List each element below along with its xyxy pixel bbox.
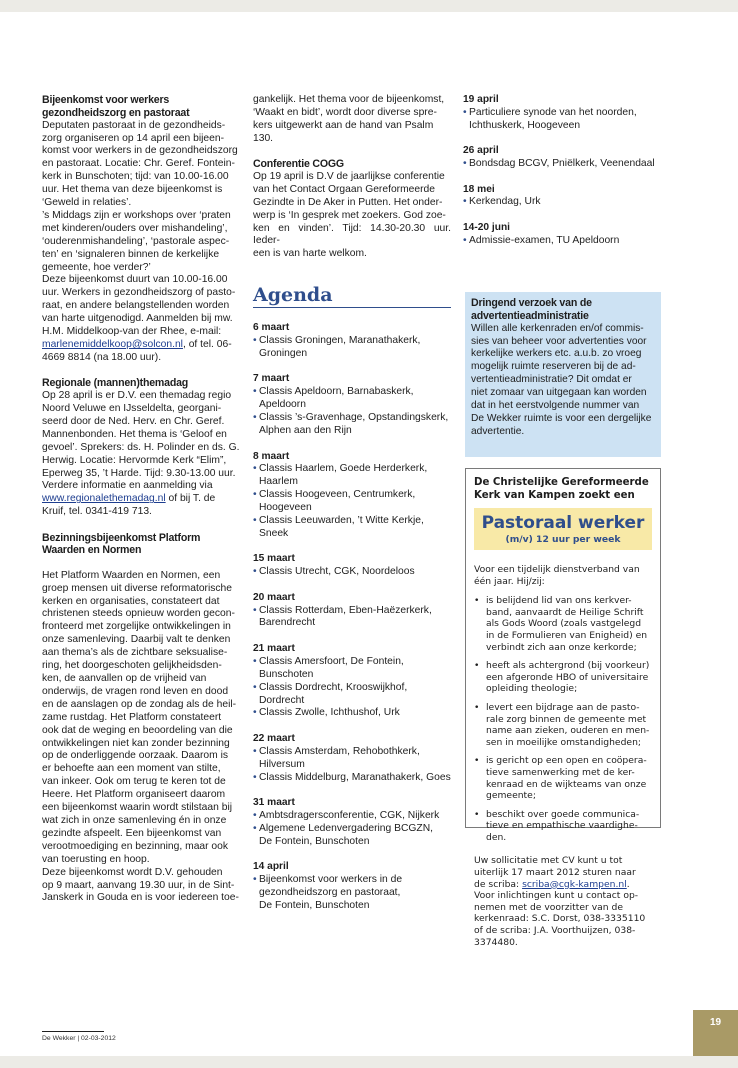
text-line: ook dat de weging en beoordeling van die [42, 724, 233, 736]
article-title: Conferentie COGG [253, 158, 344, 171]
agenda-event [253, 874, 451, 913]
text-line: vertentieadministratie? Dit omdat er [471, 374, 632, 386]
agenda-date: 6 maart [253, 322, 290, 334]
text-line: Mannenbonden. Het thema is ‘Geloof en [42, 428, 227, 440]
agenda-event-line: Classis Hoogeveen, Centrumkerk, [259, 489, 416, 501]
text-line: ‘Waakt en bidt’, wordt door diverse spre- [253, 106, 437, 118]
text-fragment: . [626, 878, 630, 890]
agenda-spacer [253, 438, 451, 451]
text-line: op de onderliggende oorzaak. Daarom is [42, 750, 229, 762]
agenda-date: 26 april [463, 145, 499, 157]
agenda-event-line: Classis Amersfoort, De Fontein, [259, 655, 404, 667]
agenda-event [253, 566, 451, 579]
agenda-event [253, 386, 451, 412]
text-line: uur. Het thema van deze bijeenkomst is [42, 184, 223, 196]
agenda-event-line: gezondheidszorg en pastoraat, [259, 886, 401, 898]
agenda-event-line: Classis Apeldoorn, Barnabaskerk, [259, 386, 414, 398]
agenda-event-line: De Fontein, Bunschoten [259, 899, 370, 911]
text-line: werp is ‘In gesprek met zoekers. God zoe- [253, 209, 446, 221]
agenda-spacer [253, 541, 451, 554]
agenda-date: 20 maart [253, 591, 295, 603]
text-line: Willen alle kerkenraden en/of commis- [471, 322, 644, 334]
article-body [42, 120, 241, 365]
text-line: Kruif, tel. 0341-419 713. [42, 506, 152, 518]
text-line: ring, het doorgeschoten gelijkheidsden- [42, 660, 222, 672]
agenda-event-line: Classis Groningen, Maranathakerk, [259, 335, 421, 347]
notice-body [471, 323, 655, 439]
article-body [253, 94, 451, 146]
agenda-spacer [253, 849, 451, 862]
text-line: ken, de aanvallen op de vrijheid van [42, 673, 207, 685]
text-line: of de scriba: J.A. Voorthuijzen, 038- [474, 925, 636, 937]
text-line: komst voor werkers in de gezondheidszorg [42, 145, 238, 157]
agenda-event-line: Groningen [259, 348, 308, 360]
column-1 [42, 94, 241, 905]
text-fragment: of bij T. de [165, 493, 216, 505]
agenda-event-line: Classis Utrecht, CGK, Noordeloos [259, 566, 415, 578]
bullet-icon: • [253, 386, 257, 398]
text-line: onze samenleving. Daarbij valt te denken [42, 634, 231, 646]
agenda-event [253, 707, 451, 720]
requirement-line: is belijdend lid van ons kerkver- [486, 595, 632, 607]
website-link[interactable]: www.regionalethemadag.nl [42, 493, 166, 505]
bullet-icon: • [253, 707, 257, 719]
text-line: gezindte afspeelt. Een bijeenkomst van [42, 827, 222, 839]
agenda-event-line: Ambtsdragersconferentie, CGK, Nijkerk [259, 809, 440, 821]
agenda-event [463, 235, 661, 248]
agenda-spacer [463, 133, 661, 146]
agenda-event-line: Classis Rotterdam, Eben-Haëzerkerk, [259, 604, 432, 616]
text-line: dat in het eerstvolgende nummer van [471, 400, 640, 412]
agenda-event [253, 463, 451, 489]
agenda-event [253, 412, 451, 438]
text-line: Deputaten pastoraat in de gezondheids- [42, 119, 226, 131]
requirements-list [474, 595, 652, 843]
bullet-icon: • [253, 822, 257, 834]
requirement-line: tieve samenwerking met de ker- [486, 766, 635, 778]
text-line: Deze bijeenkomst wordt D.V. gehouden [42, 866, 223, 878]
text-line: kerkenraad: S.C. Dorst, 038-3335110 [474, 913, 646, 925]
text-line: met kinderen/ouders over mishandeling’, [42, 222, 228, 234]
requirement-line: tieve en empathische vaardighe- [486, 820, 638, 832]
bullet-icon: • [474, 660, 480, 672]
text-line: Noord Veluwe en IJsseldelta, georgani- [42, 403, 222, 415]
requirement-item [474, 660, 652, 695]
bullet-icon: • [253, 566, 257, 578]
text-line: uiterlijk 17 maart 2012 sturen naar [474, 867, 636, 879]
text-line: uur. Werkers in gezondheidszorg of pasto- [42, 287, 236, 299]
text-line: een bijeenkomst waarin wordt stilstaan bij [42, 802, 233, 814]
agenda-spacer [253, 361, 451, 374]
text-line: Gezindte in De Aker in Putten. Het onder- [253, 196, 443, 208]
agenda-date: 15 maart [253, 553, 295, 565]
text-line: verootmoediging en bezinning, maar ook [42, 840, 229, 852]
article-body [253, 171, 451, 261]
requirement-line: name aan zieken, ouderen en men- [486, 725, 650, 737]
bullet-icon: • [253, 335, 257, 347]
text-line: Deze bijeenkomst duurt van 10.00-16.00 [42, 274, 228, 286]
text-line: en pastoraat. Locatie: Chr. Geref. Fontein- [42, 158, 235, 170]
magazine-page [0, 12, 738, 1056]
text-line: mogelijk ruimte reserveren bij de ad- [471, 361, 636, 373]
text-line [42, 493, 241, 506]
text-line: H.M. Middelkoop-van der Rhee, e-mail: [42, 326, 222, 338]
title-line: gezondheidszorg en pastoraat [42, 106, 190, 119]
text-line [474, 879, 652, 891]
requirement-line: kenraad en de wijkteams van onze [486, 778, 647, 790]
requirement-line: is gericht op een open en coöpera- [486, 755, 647, 767]
text-line: een is van harte welkom. [253, 248, 367, 260]
text-line: op 9 maart, aanvang 19.30 uur, in de Sint- [42, 879, 235, 891]
agenda-date: 14-20 juni [463, 221, 510, 233]
title-line: Bezinningsbijeenkomst Platform [42, 531, 201, 544]
job-subtitle: (m/v) 12 uur per week [505, 534, 621, 545]
bullet-icon: • [474, 595, 480, 607]
requirement-line: band, aanvaardt de Heilige Schrift [486, 606, 644, 618]
agenda-heading: Agenda [253, 283, 451, 308]
agenda-list [253, 322, 451, 912]
bullet-icon: • [253, 489, 257, 501]
text-line: Het Platform Waarden en Normen, een [42, 569, 221, 581]
bullet-icon: • [463, 234, 467, 246]
requirement-line: opleiding theologie; [486, 683, 578, 695]
text-line: ’s Middags zijn er workshops over ‘praten [42, 209, 231, 221]
requirement-line: heeft als achtergrond (bij voorkeur) [486, 660, 650, 672]
bullet-icon: • [253, 771, 257, 783]
bullet-icon: • [253, 604, 257, 616]
bullet-icon: • [253, 873, 257, 885]
text-line: sies van beheer voor advertenties voor [471, 335, 647, 347]
text-fragment: , of tel. 06- [182, 339, 232, 350]
agenda-event-line: Admissie-examen, TU Apeldoorn [469, 234, 620, 246]
requirement-line: gemeente; [486, 790, 536, 802]
agenda-spacer [463, 171, 661, 184]
requirement-line: rale zorg binnen de gemeente met [486, 713, 647, 725]
footer-divider [42, 1031, 104, 1032]
agenda-spacer [253, 579, 451, 592]
text-line: Heere. Het Platform organiseert daarom [42, 789, 226, 801]
text-line: Eperweg 35, ’t Harde. Tijd: 9.30-13.00 uur. [42, 467, 236, 479]
requirement-line: een afgeronde HBO of universitaire [486, 671, 649, 683]
text-line: zorg organiseren op 14 april een bijeen- [42, 132, 225, 144]
title-line: Dringend verzoek van de [471, 297, 592, 309]
agenda-event [253, 772, 451, 785]
text-line: van toerusting en hoop. [42, 853, 150, 865]
agenda-event-line: Haarlem [259, 476, 298, 488]
text-line: gevoel’. Sprekers: ds. H. Polinder en ds. G. [42, 441, 240, 453]
agenda-event-line: De Fontein, Bunschoten [259, 835, 370, 847]
agenda-spacer [253, 784, 451, 797]
agenda-event [253, 605, 451, 631]
requirement-item [474, 595, 652, 653]
agenda-event [253, 656, 451, 682]
text-line: kers uitgewerkt aan de hand van Psalm [253, 119, 434, 131]
job-title: Pastoraal werker [481, 513, 645, 533]
column-2 [253, 94, 451, 913]
agenda-event-line: Ichthuskerk, Hoogeveen [469, 119, 581, 131]
text-line: ten’ en ‘signaleren binnen de kerkelijke [42, 248, 220, 260]
email-link[interactable]: marlenemiddelkoop@solcon.nl [42, 339, 183, 350]
agenda-event-line: Classis Zwolle, Ichthushof, Urk [259, 707, 400, 719]
requirement-line: sen in moeilijke omstandigheden; [486, 736, 641, 748]
bullet-icon: • [253, 681, 257, 693]
text-line: van harte uitgenodigd. Aanmelden bij mw. [42, 313, 233, 325]
agenda-event [253, 746, 451, 772]
text-line: fronteerd met zorgelijke ontwikkelingen in [42, 621, 231, 633]
job-title-banner [474, 508, 652, 550]
agenda-event [253, 335, 451, 361]
text-line: Op 19 april is D.V de jaarlijkse conferentie [253, 170, 445, 182]
text-fragment: de scriba: [474, 878, 523, 890]
bullet-icon: • [253, 515, 257, 527]
agenda-date: 21 maart [253, 642, 295, 654]
article-title [42, 532, 241, 558]
article-body [42, 390, 241, 519]
text-line: christenen steeds opnieuw worden gecon- [42, 608, 235, 620]
agenda-event-line: Classis Middelburg, Maranathakerk, Goes [259, 771, 451, 783]
text-line [42, 339, 241, 352]
agenda-event [253, 515, 451, 541]
text-line: er behoefte aan een moment van stilte, [42, 763, 221, 775]
agenda-event-line: Hilversum [259, 758, 305, 770]
text-line: raat, en andere belangstellenden worden [42, 300, 230, 312]
bullet-icon: • [253, 412, 257, 424]
article-title [42, 94, 241, 120]
heading-line: De Christelijke Gereformeerde [474, 477, 649, 488]
text-line: kerk in Bunschoten; tijd: van 10.00-16.00 [42, 171, 229, 183]
heading-line: Kerk van Kampen zoekt een [474, 490, 635, 501]
agenda-event-line: Bondsdag BCGV, Pniëlkerk, Veenendaal [469, 158, 655, 170]
agenda-event-line: Apeldoorn [259, 399, 306, 411]
agenda-spacer [253, 630, 451, 643]
column-3 [463, 94, 661, 248]
bullet-icon: • [474, 808, 480, 820]
text-line: ontwikkelingen niet kan zonder bezinning [42, 737, 230, 749]
requirement-item [474, 702, 652, 748]
text-line: ‘ouderenmishandeling’, ‘pastorale aspec- [42, 235, 230, 247]
text-line: gemeente, hoe verder?’ [42, 261, 151, 273]
text-line: Herwig. Locatie: Hervormde Kerk “Elim”, [42, 454, 227, 466]
footer-publication: De Wekker | 02-03-2012 [42, 1035, 116, 1042]
agenda-date: 22 maart [253, 732, 295, 744]
agenda-date: 19 april [463, 94, 499, 105]
agenda-event-line: Classis Dordrecht, Krooswijkhof, [259, 681, 408, 693]
agenda-event-line: Hoogeveen [259, 502, 312, 514]
agenda-event-line: Algemene Ledenvergadering BCGZN, [259, 822, 434, 834]
text-line: niet zomaar van uitgegaan kan worden [471, 387, 647, 399]
agenda-event-line: Classis Amsterdam, Rehobothkerk, [259, 745, 420, 757]
requirement-line: verbindt zich aan onze kerkorde; [486, 641, 637, 653]
agenda-event-line: Sneek [259, 527, 289, 539]
agenda-spacer [463, 209, 661, 222]
text-line: 130. [253, 132, 274, 144]
text-line: kerken en organisaties, constateert dat [42, 595, 220, 607]
ad-contact-info [474, 855, 652, 948]
article-title: Regionale (mannen)themadag [42, 377, 189, 390]
requirement-line: den. [486, 831, 507, 843]
text-line: kerkelijke werkers etc. a.u.b. zo vroeg [471, 348, 642, 360]
title-line: advertentieadministratie [471, 309, 589, 322]
agenda-list-continued [463, 94, 661, 248]
text-line: van het Contact Orgaan Gereformeerde [253, 183, 436, 195]
agenda-date: 31 maart [253, 796, 295, 808]
ad-intro [474, 564, 652, 587]
requirement-line: levert een bijdrage aan de pasto- [486, 701, 640, 713]
agenda-event-line: Bunschoten [259, 668, 314, 680]
requirement-item [474, 755, 652, 801]
text-line: Voor een tijdelijk dienstverband van [474, 564, 640, 575]
ad-heading [474, 476, 652, 502]
bullet-icon: • [253, 809, 257, 821]
text-line: ken en vinden’. Tijd: 14.30-20.30 uur. Ieder- [253, 222, 451, 247]
title-line: Waarden en Normen [42, 544, 142, 557]
bullet-icon: • [253, 463, 257, 475]
agenda-event [463, 158, 661, 171]
page-number: 19 [693, 1010, 738, 1056]
requirement-item [474, 809, 652, 844]
bullet-icon: • [463, 158, 467, 170]
text-line: en de aanslagen op de zondag als de heil- [42, 698, 237, 710]
text-line: Uw sollicitatie met CV kunt u tot [474, 855, 623, 867]
notice-title [471, 297, 655, 323]
agenda-event-line: Alphen aan den Rijn [259, 425, 352, 437]
text-line: zame rustdag. Het Platform constateert [42, 711, 222, 723]
agenda-event-line: Classis ’s-Gravenhage, Opstandingskerk, [259, 412, 449, 424]
text-line: van inkeer. Ook om terug te keren tot de [42, 776, 226, 788]
agenda-event [253, 823, 451, 849]
agenda-date: 8 maart [253, 450, 290, 462]
agenda-event-line: Particuliere synode van het noorden, [469, 106, 637, 118]
text-line: wat zich in onze samenleving én in onze [42, 814, 227, 826]
text-line: 4669 8814 (na 18.00 uur). [42, 351, 162, 363]
agenda-event-line: Kerkendag, Urk [469, 196, 541, 208]
text-line: De Wekker ruimte is voor een dergelijke [471, 412, 652, 424]
agenda-date: 7 maart [253, 373, 290, 385]
requirement-line: als Gods Woord (zoals vastgelegd [486, 618, 642, 630]
job-advertisement [465, 468, 661, 948]
text-line: Op 28 april is er D.V. een themadag regio [42, 390, 232, 402]
agenda-event [253, 810, 451, 823]
agenda-event [253, 682, 451, 708]
text-line: nemen met de voorzitter van de [474, 901, 624, 913]
text-line: advertentie. [471, 425, 525, 437]
bullet-icon: • [253, 655, 257, 667]
agenda-event-line: Dordrecht [259, 694, 305, 706]
bullet-icon: • [474, 755, 480, 767]
text-line: Janskerk in Gouda en is voor iedereen toe- [42, 892, 239, 904]
text-line: aan thema’s als de zichtbare seksualise- [42, 647, 228, 659]
text-line: één jaar. Hij/zij: [474, 575, 545, 587]
requirement-line: in de Formulieren van Enigheid) en [486, 629, 648, 641]
agenda-event-line: Barendrecht [259, 617, 316, 629]
text-line: seerd door de Ned. Herv. en Chr. Geref. [42, 415, 225, 427]
title-line: Bijeenkomst voor werkers [42, 94, 170, 106]
requirement-line: beschikt over goede communica- [486, 808, 640, 820]
bullet-icon: • [463, 106, 467, 118]
text-line: gankelijk. Het thema voor de bijeenkomst, [253, 94, 445, 105]
text-line: Verdere informatie en aanmelding via [42, 480, 213, 492]
text-line: Voor inlichtingen kunt u contact op- [474, 890, 639, 902]
bullet-icon: • [474, 701, 480, 713]
text-line: groep mensen uit diverse reformatorische [42, 582, 233, 594]
agenda-event-line: Bijeenkomst voor werkers in de [259, 873, 403, 885]
agenda-event [253, 489, 451, 515]
agenda-event [463, 196, 661, 209]
text-line: 3374480. [474, 936, 518, 948]
bullet-icon: • [253, 745, 257, 757]
advertising-notice-box [465, 292, 661, 457]
agenda-event [463, 107, 661, 133]
text-line: ‘Geweld in relaties’. [42, 197, 132, 209]
bullet-icon: • [463, 196, 467, 208]
scriba-email-link[interactable]: scriba@cgk-kampen.nl [522, 878, 627, 890]
text-line: onderwijs, de vragen rond leven en dood [42, 685, 229, 697]
agenda-event-line: Classis Haarlem, Goede Herderkerk, [259, 463, 428, 475]
agenda-event-line: Classis Leeuwarden, ’t Witte Kerkje, [259, 515, 424, 527]
article-body [42, 570, 241, 906]
agenda-spacer [253, 720, 451, 733]
agenda-date: 18 mei [463, 183, 495, 195]
agenda-date: 14 april [253, 861, 289, 873]
